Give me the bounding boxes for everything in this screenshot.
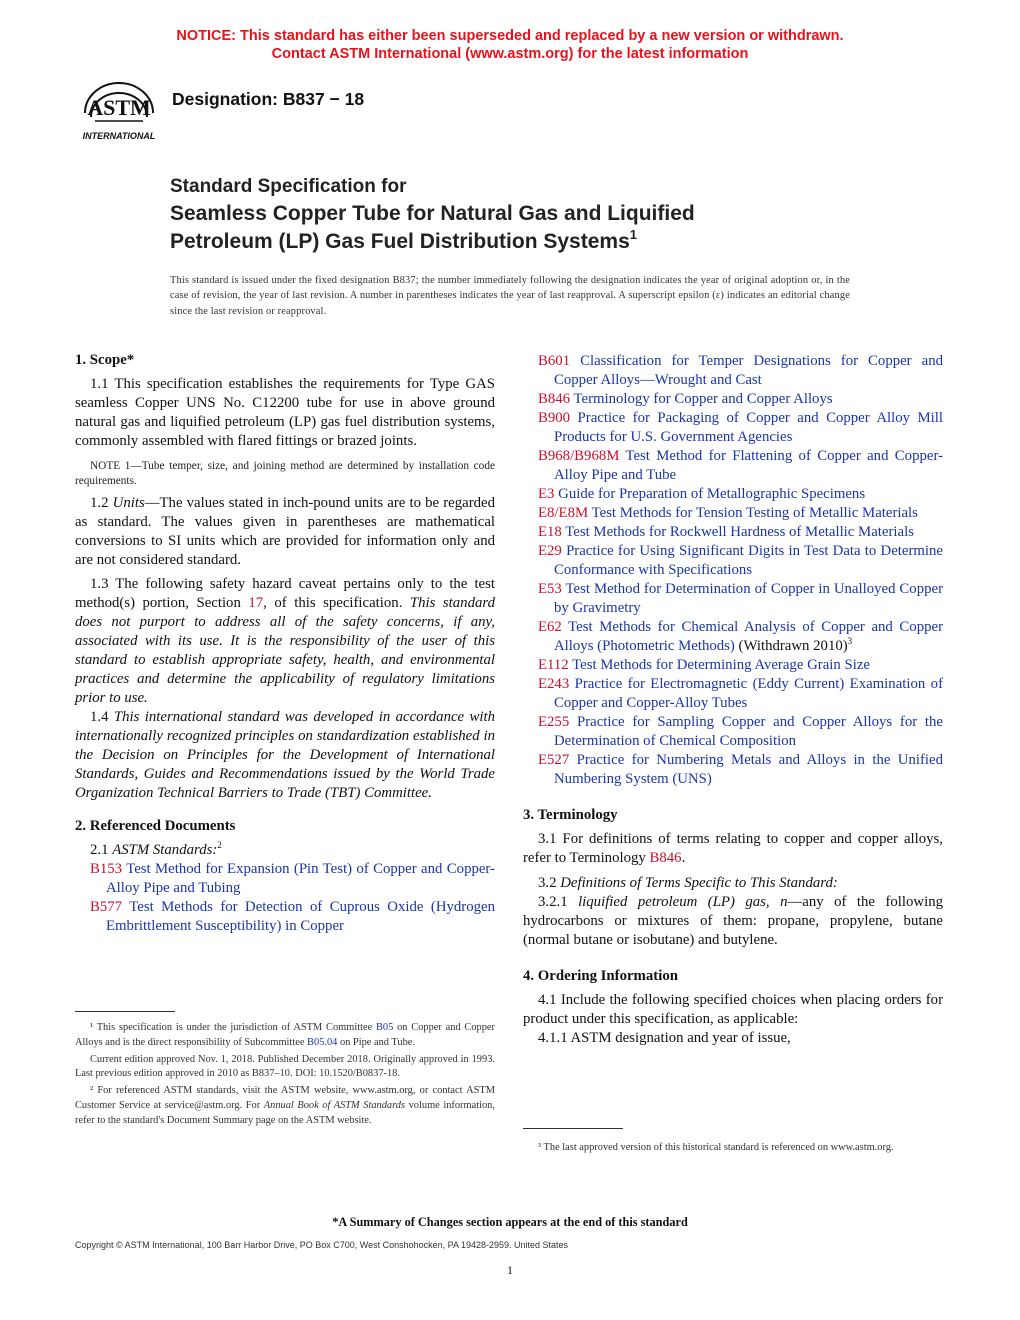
summary-of-changes-note: *A Summary of Changes section appears at the end of this standard [332, 1215, 688, 1229]
footnote-2 [75, 1084, 495, 1128]
p13-b: , of this specification. [263, 595, 410, 611]
reference-code-link[interactable]: E53 [538, 581, 562, 597]
astm-logo [75, 73, 163, 143]
reference-item [523, 618, 943, 656]
right-column [523, 352, 943, 1048]
reference-item [523, 675, 943, 713]
reference-code-link[interactable]: E62 [538, 619, 562, 635]
reference-code-link[interactable]: B846 [538, 391, 571, 407]
p14-em: This international standard was developed in accordance with internationally recognized principles on standardization established in the Decision on Principles for the Development of International Standards, Guides and Recommendations issued by the World Trade Organization Technical Barriers to Trade (TBT) Committee. [75, 709, 495, 801]
committee-b05-link[interactable]: B05 [376, 1022, 394, 1033]
paragraph-3-1 [523, 830, 943, 868]
logo-subtext: INTERNATIONAL [82, 131, 156, 141]
reference-item [523, 352, 943, 390]
reference-item [523, 485, 943, 504]
paragraph-3-2-1 [523, 893, 943, 950]
p14-num: 1.4 [90, 709, 114, 725]
reference-item [523, 447, 943, 485]
reference-title[interactable]: Test Method for Determination of Copper in Unalloyed Copper by Gravimetry [554, 581, 943, 616]
reference-title[interactable]: Practice for Packaging of Copper and Copper Alloy Mill Products for U.S. Government Agencies [554, 410, 943, 445]
p321-rest: —any of the following hydrocarbons or mixtures of them: propane, propylene, butane (normal butane or isobutane) and butylene. [523, 894, 943, 948]
reference-code-link[interactable]: B601 [538, 353, 571, 369]
p12-em: Units [112, 495, 145, 511]
reference-title[interactable]: Test Methods for Detection of Cuprous Oxide (Hydrogen Embrittlement Susceptibility) in Copper [106, 899, 495, 934]
p21-num: 2.1 [90, 842, 113, 858]
issuance-statement: This standard is issued under the fixed designation B837; the number immediately following the designation indicates the year of original adoption or, in the case of revision, the year of last revision. A number in parentheses indicates the year of last reapproval. A superscript epsilon (ε) indicates an editorial change since the last revision or reapproval. [170, 275, 850, 317]
reference-title[interactable]: Terminology for Copper and Copper Alloys [570, 391, 833, 407]
p32-em: Definitions of Terms Specific to This Standard: [560, 875, 838, 891]
reference-title[interactable]: Test Methods for Tension Testing of Metallic Materials [588, 505, 918, 521]
right-footnotes [523, 1141, 943, 1156]
reference-withdrawn-note: (Withdrawn 2010) [734, 638, 848, 654]
subcommittee-b0504-link[interactable]: B05.04 [307, 1036, 338, 1048]
p13-em: This standard does not purport to address all of the safety concerns, if any, associated with its use. It is the responsibility of the user of this standard to establish appropriate safety, health, and environmental practices and determine the applicability of regulatory limitations prior to use. [75, 595, 495, 706]
footnote-divider-left [75, 1011, 175, 1012]
reference-code-link[interactable]: B153 [90, 861, 123, 877]
reference-title[interactable]: Test Method for Flattening of Copper and Copper-Alloy Pipe and Tube [554, 448, 943, 483]
notice-line-2: Contact ASTM International (www.astm.org) for the latest information [271, 46, 749, 62]
document-title [170, 174, 695, 256]
section-heading-scope: 1. Scope* [75, 352, 135, 368]
reference-item [523, 542, 943, 580]
reference-item [75, 860, 495, 898]
reference-title[interactable]: Test Methods for Determining Average Grain Size [568, 657, 870, 673]
b846-link[interactable]: B846 [649, 850, 682, 866]
reference-title[interactable]: Practice for Sampling Copper and Copper Alloys for the Determination of Chemical Composition [554, 714, 943, 749]
right-reference-list [523, 352, 943, 789]
reference-code-link[interactable]: E18 [538, 524, 562, 540]
reference-code-link[interactable]: E255 [538, 714, 570, 730]
reference-title[interactable]: Classification for Temper Designations for Copper and Copper Alloys—Wrought and Cast [554, 353, 943, 388]
footnote-3: ³ The last approved version of this historical standard is referenced on www.astm.org. [538, 1142, 894, 1153]
section-heading-referenced-documents: 2. Referenced Documents [75, 818, 236, 834]
reference-item [523, 751, 943, 789]
p32-num: 3.2 [538, 875, 561, 891]
reference-title[interactable]: Practice for Using Significant Digits in Test Data to Determine Conformance with Specifications [554, 543, 943, 578]
p13-a: 1.3 The following safety hazard caveat pertains only to the test method(s) portion, Section [75, 576, 495, 611]
fn2-em: Annual Book of ASTM Standards [263, 1099, 406, 1111]
section-heading-ordering: 4. Ordering Information [523, 968, 678, 984]
section-17-link[interactable]: 17 [248, 595, 264, 611]
reference-item [523, 409, 943, 447]
reference-footnote-mark: 3 [847, 636, 853, 646]
withdrawal-notice [0, 27, 1020, 63]
note-1: NOTE 1—Tube temper, size, and joining method are determined by installation code requirements. [75, 460, 495, 487]
reference-item [523, 523, 943, 542]
reference-code-link[interactable]: E8/E8M [538, 505, 589, 521]
reference-item [523, 580, 943, 618]
fn1-b: on Copper and Copper Alloys and is the direct responsibility of Subcommittee [75, 1022, 496, 1048]
p12-rest: —The values stated in inch-pound units are to be regarded as standard. The values given in parentheses are mathematical conversions to SI units which are provided for information only and are not considered standard. [75, 495, 495, 568]
designation: Designation: B837 − 18 [172, 89, 365, 109]
fn1-a: ¹ This specification is under the jurisdiction of ASTM Committee [90, 1022, 376, 1033]
reference-title[interactable]: Test Method for Expansion (Pin Test) of Copper and Copper-Alloy Pipe and Tubing [106, 861, 495, 896]
p21-em: ASTM Standards: [112, 842, 218, 858]
fn2-a: ² For referenced ASTM standards, visit the ASTM website, www.astm.org, or contact ASTM Customer Service at service@astm.org. For [75, 1085, 495, 1111]
logo-letters: ASTM [87, 95, 151, 120]
paragraph-1-1: 1.1 This specification establishes the requirements for Type GAS seamless Copper UNS No. C12200 tube for use in above ground natural gas and liquified petroleum (LP) gas fuel distribution systems, commonly assembled with flared fittings or brazed joints. [75, 376, 495, 449]
copyright-line: Copyright © ASTM International, 100 Barr Harbor Drive, PO Box C700, West Conshohocken, PA 19428-2959. United States [75, 1240, 569, 1250]
notice-line-1: NOTICE: This standard has either been superseded and replaced by a new version or withdrawn. [176, 28, 844, 44]
title-line-3-text: Petroleum (LP) Gas Fuel Distribution Systems [170, 230, 630, 253]
p321-num: 3.2.1 [538, 894, 579, 910]
reference-title[interactable]: Guide for Preparation of Metallographic Specimens [554, 486, 866, 502]
reference-code-link[interactable]: E3 [538, 486, 555, 502]
fn1-c: on Pipe and Tube. [337, 1036, 415, 1048]
reference-code-link[interactable]: E527 [538, 752, 570, 768]
reference-title[interactable]: Practice for Numbering Metals and Alloys in the Unified Numbering System (UNS) [554, 752, 943, 787]
paragraph-1-4 [75, 708, 495, 803]
fn2-b: volume information, refer to the standard's Document Summary page on the ASTM website. [75, 1099, 495, 1126]
paragraph-4-1-1: 4.1.1 ASTM designation and year of issue, [538, 1030, 791, 1046]
footnote-1-edition: Current edition approved Nov. 1, 2018. Published December 2018. Originally approved in 1993. Last previous edition approved in 2010 as B837–10. DOI: 10.1520/B0837-18. [75, 1053, 495, 1080]
title-footnote-mark: 1 [629, 227, 637, 242]
p31-a: 3.1 For definitions of terms relating to copper and copper alloys, refer to Terminology [523, 831, 943, 866]
reference-code-link[interactable]: B900 [538, 410, 571, 426]
reference-code-link[interactable]: E112 [538, 657, 569, 673]
section-heading-terminology: 3. Terminology [523, 807, 618, 823]
reference-item [523, 713, 943, 751]
left-column [75, 352, 495, 936]
reference-title[interactable]: Test Methods for Rockwell Hardness of Metallic Materials [561, 524, 914, 540]
paragraph-1-3 [75, 575, 495, 708]
footnote-1 [75, 1021, 495, 1051]
reference-code-link[interactable]: E243 [538, 676, 570, 692]
reference-code-link[interactable]: B577 [90, 899, 123, 915]
p321-em: liquified petroleum (LP) gas, n [578, 894, 788, 910]
title-line-3 [170, 228, 695, 256]
reference-item [523, 656, 943, 675]
paragraph-4-1: 4.1 Include the following specified choices when placing orders for product under this specification, as applicable: [523, 992, 943, 1027]
paragraph-3-2 [523, 874, 943, 893]
p21-sup: 2 [217, 840, 222, 850]
reference-item [75, 898, 495, 936]
reference-item [523, 504, 943, 523]
reference-title[interactable]: Practice for Electromagnetic (Eddy Current) Examination of Copper and Copper-Alloy Tubes [554, 676, 943, 711]
reference-title[interactable]: Test Methods for Chemical Analysis of Copper and Copper Alloys (Photometric Methods) [554, 619, 943, 654]
p31-b: . [681, 850, 686, 866]
paragraph-2-1 [75, 841, 495, 860]
reference-code-link[interactable]: B968/B968M [538, 448, 620, 464]
title-line-1: Standard Specification for [170, 176, 407, 197]
page-number: 1 [507, 1263, 513, 1277]
reference-code-link[interactable]: E29 [538, 543, 562, 559]
left-footnotes [75, 1021, 495, 1129]
title-line-2: Seamless Copper Tube for Natural Gas and Liquified [170, 202, 695, 225]
left-reference-list [75, 860, 495, 936]
footnote-divider-right [523, 1128, 623, 1129]
paragraph-1-2 [75, 494, 495, 570]
p12-num: 1.2 [90, 495, 113, 511]
reference-item [523, 390, 943, 409]
